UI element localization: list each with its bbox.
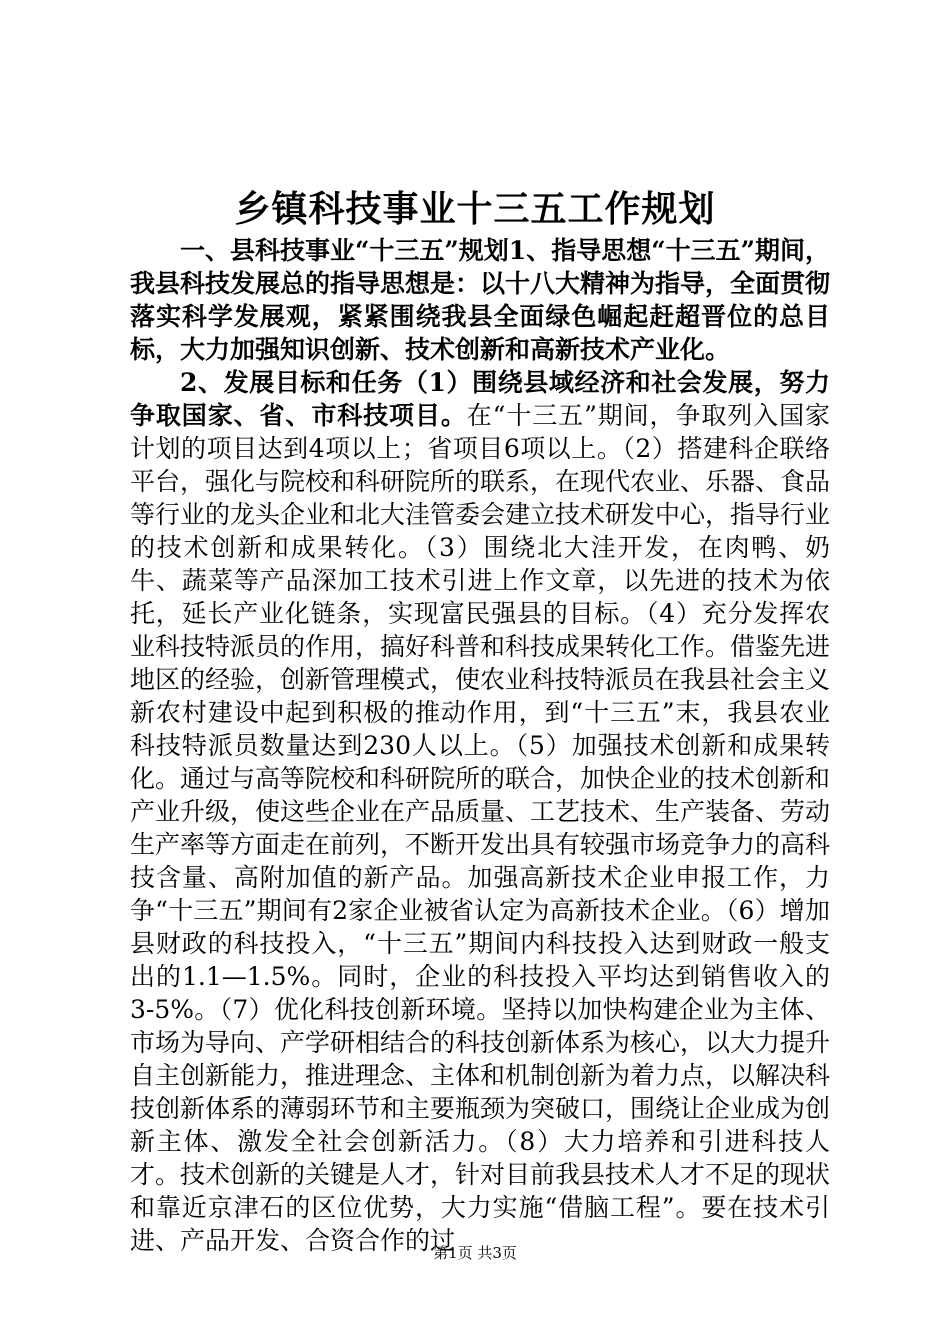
paragraph-2-text: 在“十三五”期间，争取列入国家计划的项目达到4项以上；省项目6项以上。（2）搭建科企联络平台，强化与院校和科研院所的联系，在现代农业、乐器、食品等行业的龙头企业和北大洼管委会建立技术研发中心，指导行业的技术创新和成果转化。（3）围绕北大洼开发，在肉鸭、奶牛、蔬菜等产品深加工技术引进上作文章，以先进的技术为依托，延长产业化链条，实现富民强县的目标。（4）充分发挥农业科技特派员的作用，搞好科普和科技成果转化工作。借鉴先进地区的经验，创新管理模式，使农业科技特派员在我县社会主义新农村建设中起到积极的推动作用，到“十三五”末，我县农业科技特派员数量达到230人以上。（5）加强技术创新和成果转化。通过与高等院校和科研院所的联合，加快企业的技术创新和产业升级，使这些企业在产品质量、工艺技术、生产装备、劳动生产率等方面走在前列，不断开发出具有较强市场竞争力的高科技含量、高附加值的新产品。加强高新技术企业申报工作，力争“十三五”期间有2家企业被省认定为高新技术企业。（6）增加县财政的科技投入，“十三五”期间内科技投入达到财政一般支出的1.1—1.5%。同时，企业的科技投入平均达到销售收入的3-5%。（7）优化科技创新环境。坚持以加快构建企业为主体、市场为导向、产学研相结合的科技创新体系为核心，以大力提升自主创新能力，推进理念、主体和机制创新为着力点，以解决科技创新体系的薄弱环节和主要瓶颈为突破口，围绕让企业成为创新主体、激发全社会创新活力。（8）大力培养和引进科技人才。技术创新的关键是人才，针对目前我县技术人才不足的现状和靠近京津石的区位优势，大力实施“借脑工程”。要在技术引进、产品开发、合资合作的过	[130, 401, 831, 1255]
page-footer: 第1页 共3页	[433, 1244, 517, 1262]
paragraph-guiding-ideology	[130, 234, 830, 366]
paragraph-goals-and-tasks	[130, 366, 830, 1257]
paragraph-1-bold-text: 一、县科技事业“十三五”规划1、指导思想“十三五”期间，我县科技发展总的指导思想是：以十八大精神为指导，全面贯彻落实科学发展观，紧紧围绕我县全面绿色崛起赶超晋位的总目标，大力加强知识创新、技术创新和高新技术产业化。	[130, 236, 831, 364]
document-title: 乡镇科技事业十三五工作规划	[234, 188, 716, 230]
document-body	[130, 234, 830, 1257]
paragraph-2-bold-text: 2、发展目标和任务（1）围绕县域经济和社会发展，努力争取国家、省、市科技项目。	[130, 368, 830, 430]
